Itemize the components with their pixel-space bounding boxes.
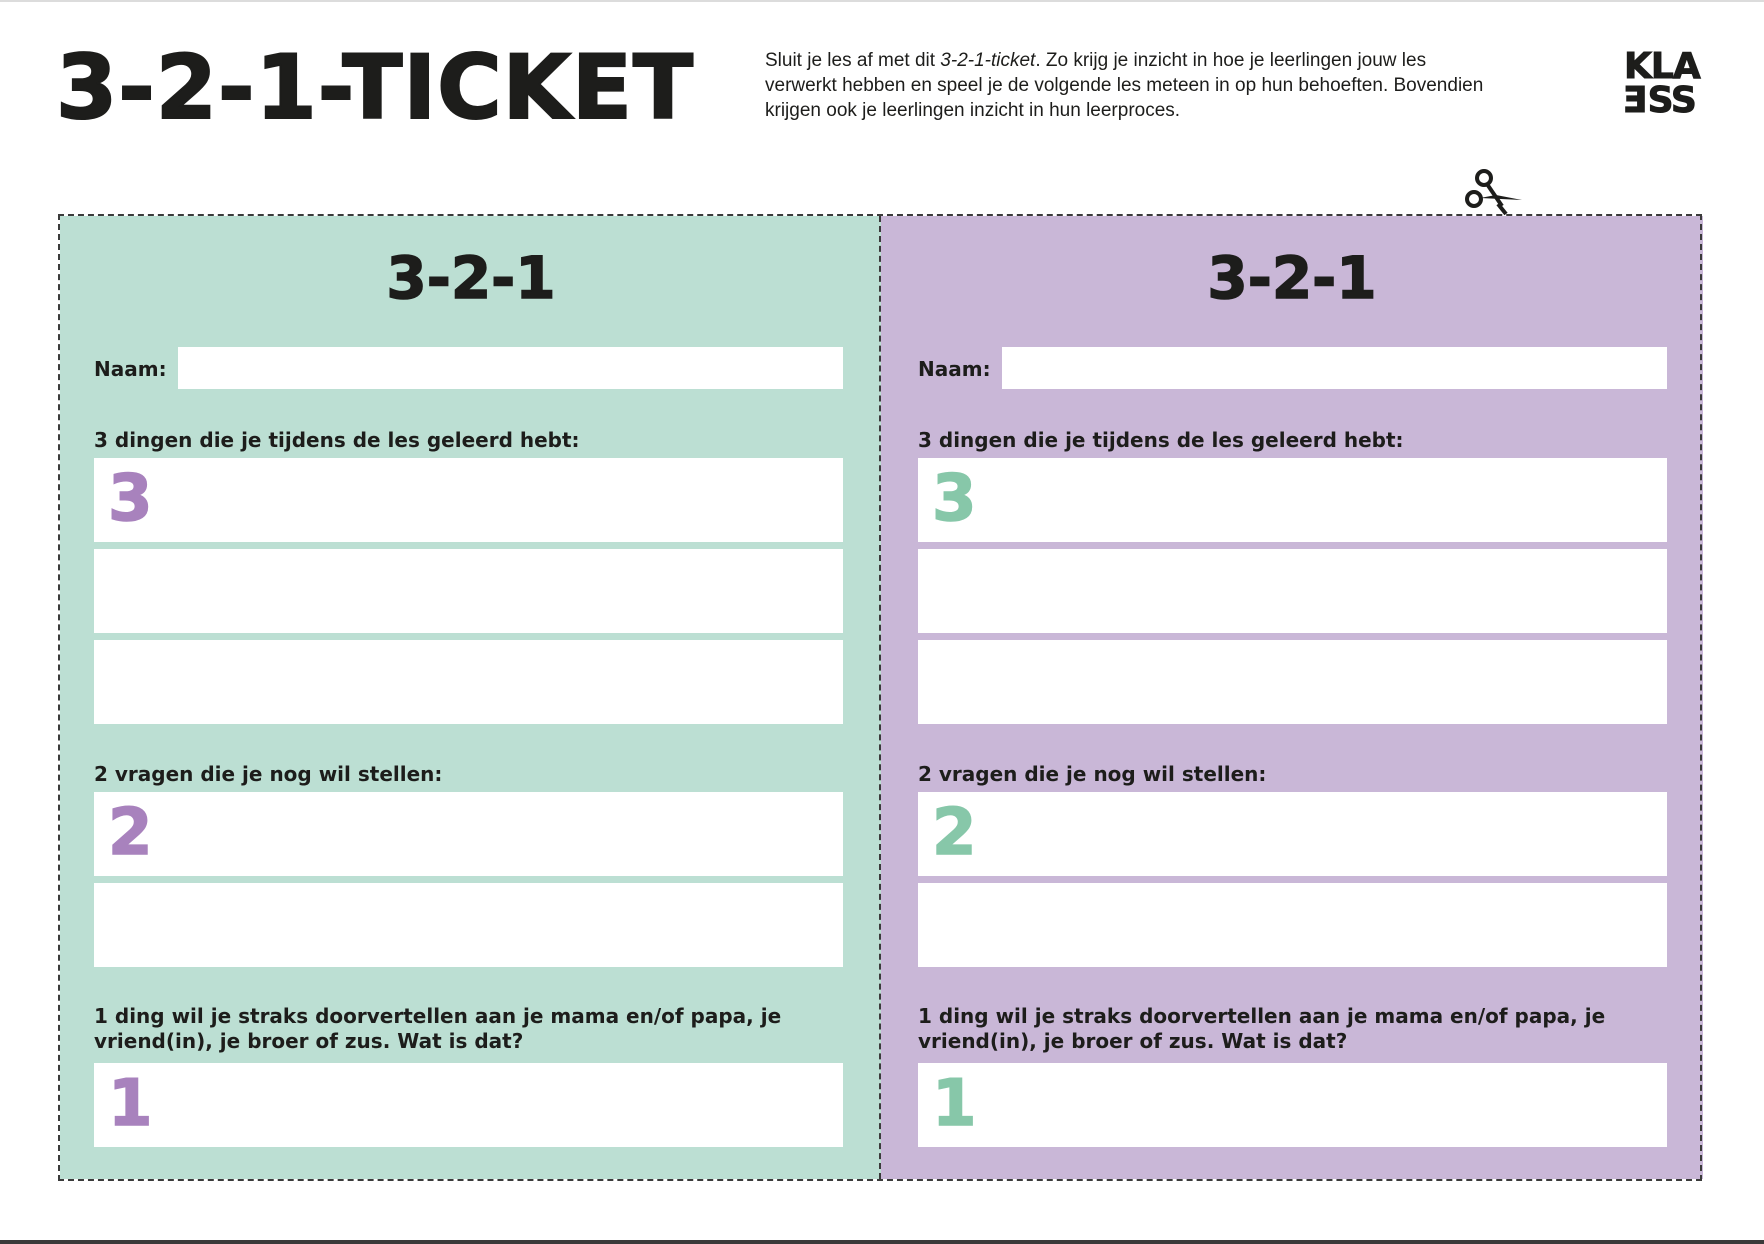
logo-line-2-rest: SS (1647, 80, 1696, 121)
question-1-label: 1 ding wil je straks doorvertellen aan je mama en/of papa, je vriend(in), je broer of zus. Wat is dat? (94, 1004, 782, 1053)
number-3-marker: 3 (932, 462, 977, 536)
name-label: Naam: (918, 357, 991, 381)
number-3-marker: 3 (108, 462, 153, 536)
number-1-marker: 1 (932, 1067, 977, 1141)
ticket-heading: 3-2-1 (386, 244, 556, 312)
logo-mirrored-letter: E (1624, 80, 1648, 121)
cut-line-divider (879, 216, 881, 1179)
logo-line-2 (1624, 80, 1708, 121)
klasse-logo (1624, 46, 1708, 121)
name-label: Naam: (94, 357, 167, 381)
number-2-marker: 2 (932, 796, 977, 870)
ticket-heading: 3-2-1 (1207, 244, 1377, 312)
intro-text-after: . Zo krijg je inzicht in hoe je leerlingen jouw les verwerkt hebben en speel je de volgende les meteen in op hun behoeften. Bovendien krijgen ook je leerlingen inzicht in hun leerproces. (765, 50, 1484, 121)
question-1-label: 1 ding wil je straks doorvertellen aan je mama en/of papa, je vriend(in), je broer of zus. Wat is dat? (918, 1004, 1606, 1053)
intro-text-emphasis: 3-2-1-ticket (940, 50, 1036, 71)
question-2-label: 2 vragen die je nog wil stellen: (94, 762, 443, 786)
intro-text-before: Sluit je les af met dit (765, 50, 941, 71)
question-2-label: 2 vragen die je nog wil stellen: (918, 762, 1267, 786)
number-2-marker: 2 (108, 796, 153, 870)
page-title: 3-2-1-TICKET (56, 36, 695, 139)
question-3-label: 3 dingen die je tijdens de les geleerd hebt: (94, 428, 580, 452)
scissors-icon (1462, 166, 1526, 216)
top-edge (0, 0, 1764, 2)
question-3-label: 3 dingen die je tijdens de les geleerd hebt: (918, 428, 1404, 452)
bottom-edge (0, 1240, 1764, 1244)
intro-text (765, 48, 1485, 123)
number-1-marker: 1 (108, 1067, 153, 1141)
logo-line-1: KLA (1624, 46, 1700, 87)
